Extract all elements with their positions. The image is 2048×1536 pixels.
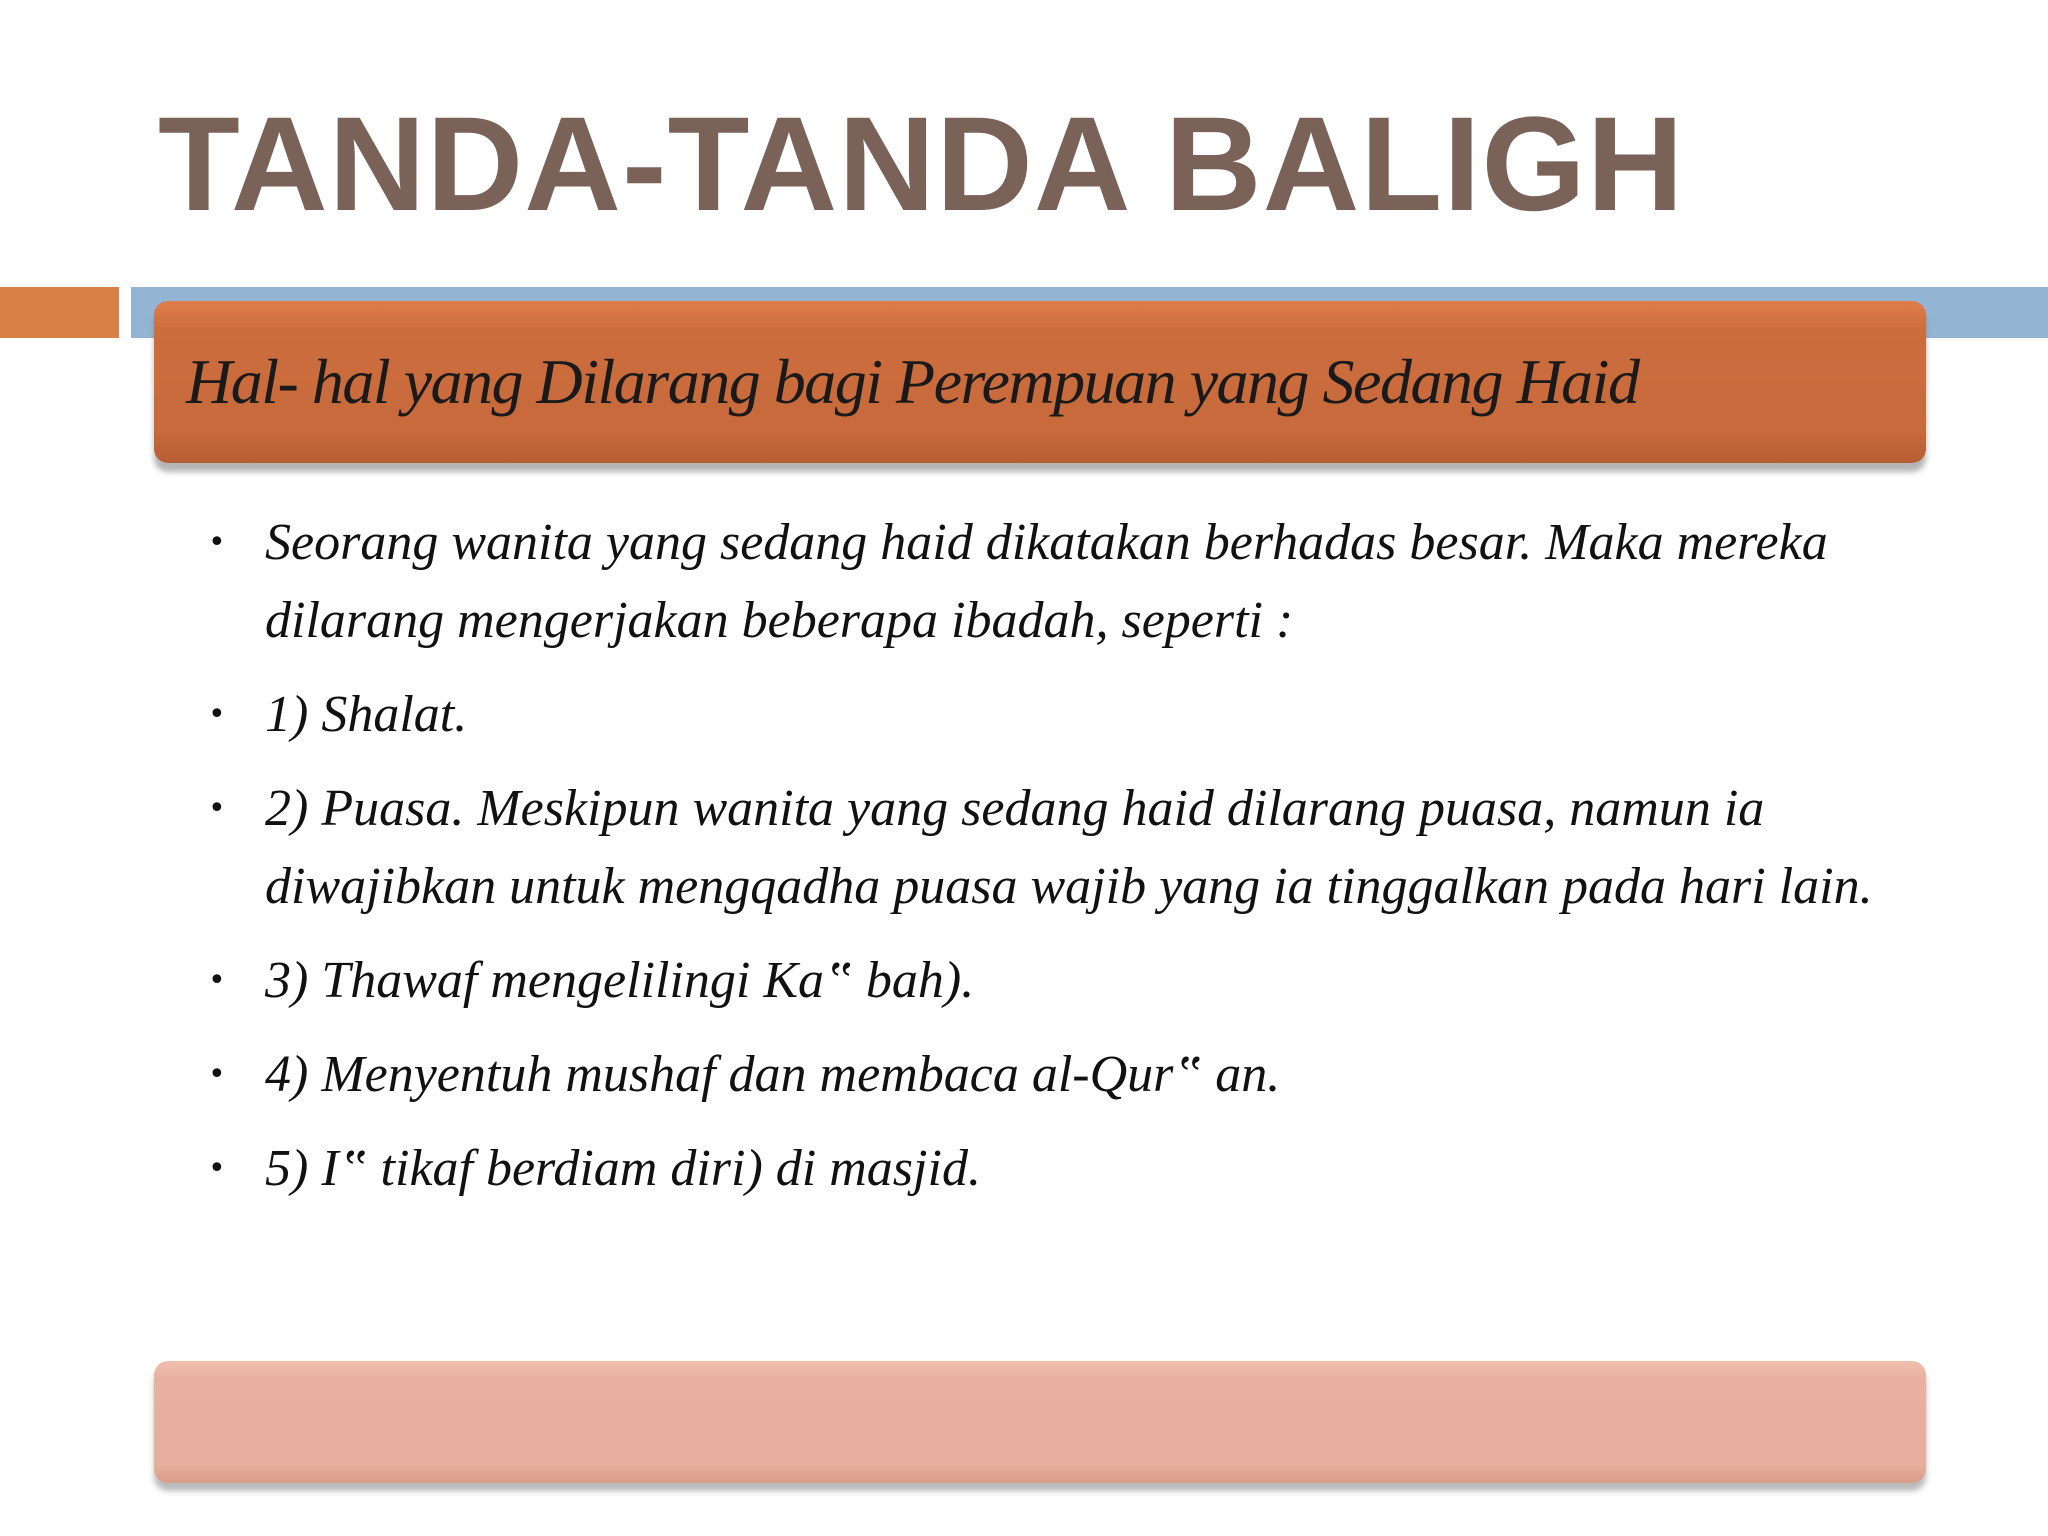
bullet-text: Seorang wanita yang sedang haid dikatakan berhadas besar. Maka mereka dilarang mengerjakan beberapa ibadah, seperti : <box>265 514 1828 649</box>
bullet-text: 2) Puasa. Meskipun wanita yang sedang haid dilarang puasa, namun ia diwajibkan untuk mengqadha puasa wajib yang ia tinggalkan pada hari lain. <box>265 780 1873 915</box>
bullet-text: 3) Thawaf mengelilingi Ka‟ bah). <box>265 952 975 1009</box>
bullet-item <box>208 504 1908 660</box>
bullet-dot: • <box>208 525 226 560</box>
bullet-item <box>208 1130 1908 1208</box>
bullet-item <box>208 770 1908 926</box>
bullet-dot: • <box>208 697 226 732</box>
header-box-text: Hal- hal yang Dilarang bagi Perempuan yang Sedang Haid <box>186 346 1639 417</box>
bullet-item <box>208 942 1908 1020</box>
bullet-item <box>208 1036 1908 1114</box>
slide-title: TANDA-TANDA BALIGH <box>158 90 1685 239</box>
bullet-dot: • <box>208 791 226 826</box>
bullet-list <box>208 504 1908 1224</box>
bullet-dot: • <box>208 963 226 998</box>
bullet-dot: • <box>208 1151 226 1186</box>
accent-bar-orange <box>0 287 119 338</box>
footer-box <box>154 1361 1926 1483</box>
bullet-text: 5) I‟ tikaf berdiam diri) di masjid. <box>265 1140 981 1197</box>
bullet-dot: • <box>208 1057 226 1092</box>
header-box <box>154 301 1926 463</box>
bullet-text: 1) Shalat. <box>265 686 468 743</box>
bullet-text: 4) Menyentuh mushaf dan membaca al-Qur‟ an. <box>265 1046 1281 1103</box>
bullet-item <box>208 676 1908 754</box>
